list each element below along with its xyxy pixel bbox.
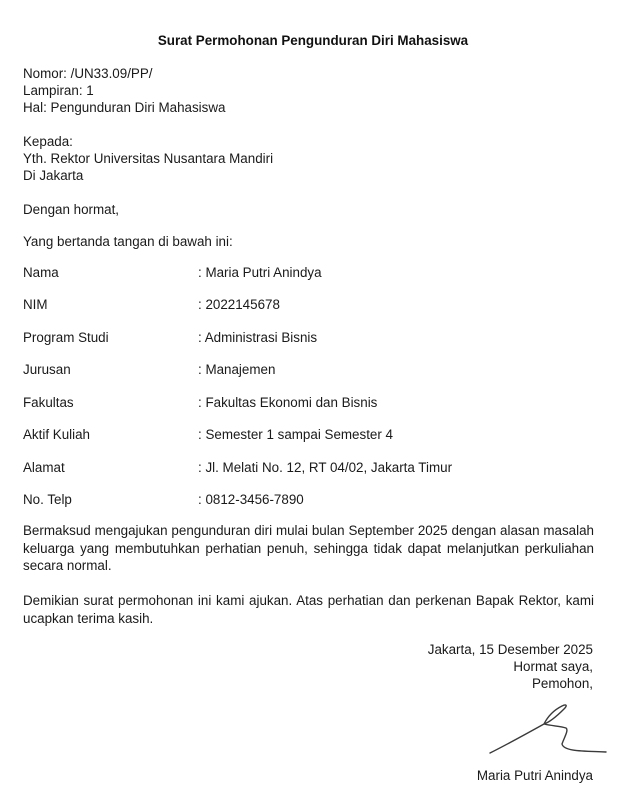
field-value: : Fakultas Ekonomi dan Bisnis	[198, 395, 378, 410]
field-value: : 2022145678	[198, 297, 280, 312]
letter-subject: Hal: Pengunduran Diri Mahasiswa	[23, 100, 226, 115]
signer-name: Maria Putri Anindya	[476, 768, 593, 783]
greeting: Dengan hormat,	[23, 202, 120, 217]
signature-icon	[486, 700, 610, 760]
field-label: Program Studi	[23, 330, 109, 345]
regards: Hormat saya,	[513, 659, 593, 674]
letter-title: Surat Permohonan Pengunduran Diri Mahasiswa	[157, 33, 469, 48]
recipient-name: Yth. Rektor Universitas Nusantara Mandiri	[23, 151, 274, 166]
field-row-fakultas	[23, 394, 603, 411]
field-value: : Administrasi Bisnis	[198, 330, 318, 345]
place-date: Jakarta, 15 Desember 2025	[427, 642, 593, 657]
field-label: No. Telp	[23, 492, 72, 507]
field-label: Aktif Kuliah	[23, 427, 90, 442]
field-row-nama	[23, 264, 603, 281]
recipient-location: Di Jakarta	[23, 168, 84, 183]
field-label: Jurusan	[23, 362, 71, 377]
field-value: : Semester 1 sampai Semester 4	[198, 427, 393, 442]
body-paragraph: Bermaksud mengajukan pengunduran diri mulai bulan September 2025 dengan alasan masalah keluarga yang membutuhkan perhatian penuh, sehingga tidak dapat melanjutkan perkuliahan secara normal.	[23, 523, 594, 573]
intro-text: Yang bertanda tangan di bawah ini:	[23, 234, 233, 249]
letter-number: Nomor: /UN33.09/PP/	[23, 66, 153, 81]
field-row-nim	[23, 296, 603, 313]
field-row-jurusan	[23, 361, 603, 378]
field-row-program-studi	[23, 329, 603, 346]
field-value: : Maria Putri Anindya	[198, 265, 322, 280]
field-label: Alamat	[23, 460, 65, 475]
field-value: : 0812-3456-7890	[198, 492, 304, 507]
recipient-label: Kepada:	[23, 134, 73, 149]
field-row-aktif-kuliah	[23, 426, 603, 443]
field-value: : Manajemen	[198, 362, 276, 377]
closing-paragraph: Demikian surat permohonan ini kami ajukan. Atas perhatian dan perkenan Bapak Rektor, kami ucapkan terima kasih.	[23, 593, 594, 626]
letter-attachment: Lampiran: 1	[23, 83, 94, 98]
field-label: Fakultas	[23, 395, 74, 410]
field-label: Nama	[23, 265, 59, 280]
field-value: : Jl. Melati No. 12, RT 04/02, Jakarta Timur	[198, 460, 453, 475]
signer-role: Pemohon,	[531, 676, 593, 691]
field-row-no-telp	[23, 491, 603, 508]
field-row-alamat	[23, 459, 603, 476]
field-label: NIM	[23, 297, 48, 312]
